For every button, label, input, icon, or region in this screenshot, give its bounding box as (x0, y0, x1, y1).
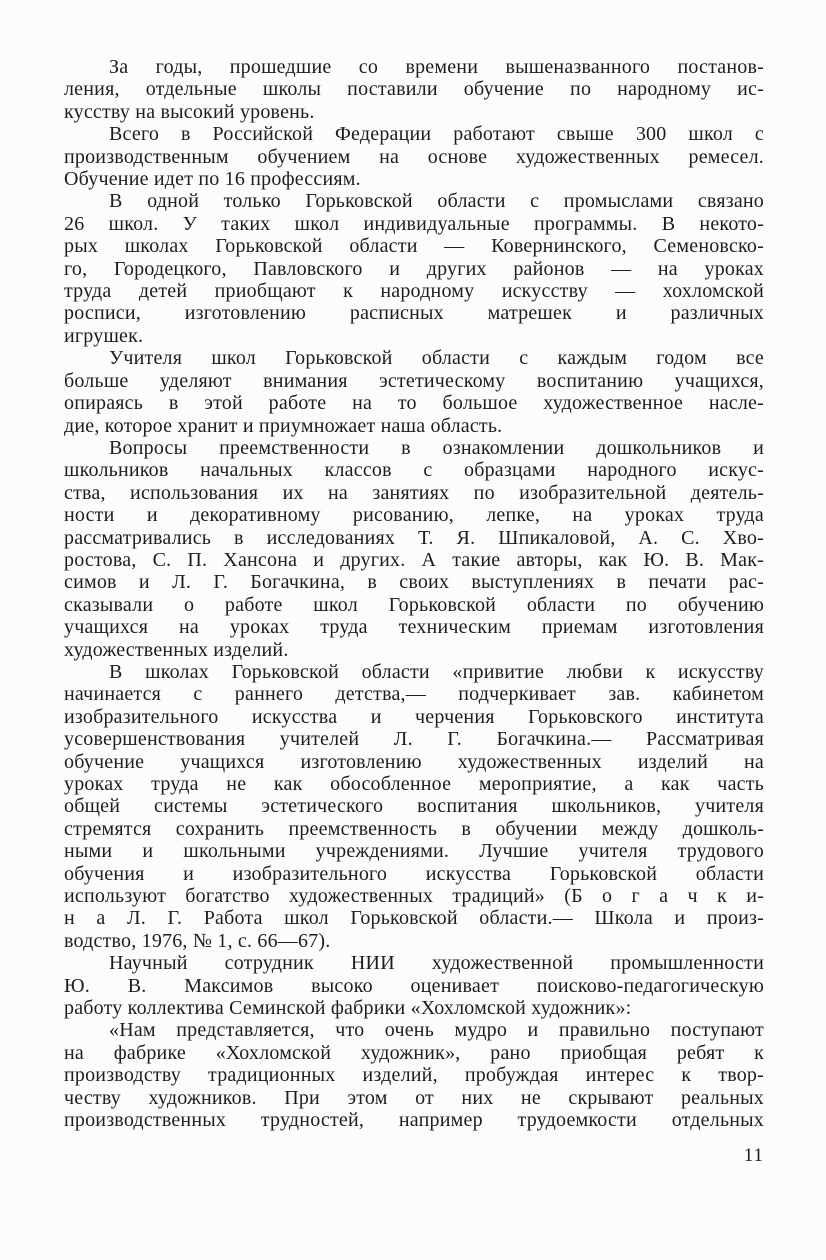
text-line: Всего в Российской Федерации работают свыше 300 школ с (109, 123, 764, 146)
text-line: труда детей приобщают к народному искусству — хохломской (64, 280, 764, 303)
text-line: производственных трудностей, например трудоемкости отдельных (64, 1109, 764, 1132)
text-line: кусству на высокий уровень. (64, 100, 315, 123)
text-line: 26 школ. У таких школ индивидуальные программы. В некото- (64, 212, 764, 235)
text-line: Учителя школ Горьковской области с каждым годом все (109, 347, 764, 370)
text-line: Научный сотрудник НИИ художественной промышленности (109, 952, 764, 975)
text-line: стремятся сохранить преемственность в обучении между дошколь- (64, 817, 764, 840)
text-line: учащихся на уроках труда техническим приемам изготовления (64, 616, 764, 639)
paragraph (64, 347, 764, 437)
paragraph (64, 661, 764, 952)
text-line: честву художников. При этом от них не скрывают реальных (64, 1086, 764, 1109)
text-line: рассматривались в исследованиях Т. Я. Шпикаловой, А. С. Хво- (64, 526, 764, 549)
text-line: дие, которое хранит и приумножает наша область. (64, 414, 503, 437)
text-line: водство, 1976, № 1, с. 66—67). (64, 929, 331, 952)
text-line: «Нам представляется, что очень мудро и правильно поступают (109, 1019, 764, 1042)
text-line: ности и декоративному рисованию, лепке, на уроках труда (64, 504, 764, 527)
text-line: изобразительного искусства и черчения Горьковского института (64, 705, 764, 728)
text-line: школьников начальных классов с образцами народного искус- (64, 459, 764, 482)
text-line: В одной только Горьковской области с промыслами связано (109, 190, 764, 213)
page-number: 11 (743, 1145, 764, 1166)
paragraph (64, 1019, 764, 1131)
text-line: рых школах Горьковской области — Ковернинского, Семеновско- (64, 235, 764, 258)
text-line: н а Л. Г. Работа школ Горьковской области.— Школа и произ- (64, 907, 764, 930)
paragraph (64, 123, 764, 190)
text-line: ными и школьными учреждениями. Лучшие учителя трудового (64, 840, 764, 863)
text-block (64, 56, 764, 1132)
text-line: го, Городецкого, Павловского и других районов — на уроках (64, 257, 764, 280)
text-line: ростова, С. П. Хансона и других. А такие авторы, как Ю. В. Мак- (64, 548, 764, 571)
text-line: Обучение идет по 16 профессиям. (64, 168, 361, 191)
text-line: В школах Горьковской области «привитие любви к искусству (109, 660, 764, 683)
text-line: уроках труда не как обособленное мероприятие, а как часть (64, 773, 764, 795)
text-line: опираясь в этой работе на то большое художественное насле- (64, 392, 764, 415)
text-line: Ю. В. Максимов высоко оценивает поисково-педагогическую (64, 974, 764, 997)
text-line: больше уделяют внимания эстетическому воспитанию учащихся, (64, 369, 764, 392)
text-line: обучения и изобразительного искусства Горьковской области (64, 862, 764, 885)
text-line: производственным обучением на основе художественных ремесел. (64, 145, 764, 168)
text-line: игрушек. (64, 324, 144, 347)
text-line: используют богатство художественных традиций» (Б о г а ч к и- (64, 885, 764, 908)
paragraph (64, 56, 764, 123)
text-line: начинается с раннего детства,— подчеркивает зав. кабинетом (64, 683, 764, 706)
text-line: ления, отдельные школы поставили обучение по народному ис- (64, 78, 764, 101)
text-line: обучение учащихся изготовлению художественных изделий на (64, 750, 764, 773)
text-line: общей системы эстетического воспитания школьников, учителя (64, 795, 764, 818)
text-line: симов и Л. Г. Богачкина, в своих выступлениях в печати рас- (64, 571, 764, 594)
text-line: Вопросы преемственности в ознакомлении дошкольников и (109, 436, 764, 459)
paragraph (64, 190, 764, 347)
paragraph (64, 952, 764, 1019)
text-line: ства, использования их на занятиях по изобразительной деятель- (64, 481, 764, 504)
text-line: сказывали о работе школ Горьковской области по обучению (64, 593, 764, 616)
text-line: За годы, прошедшие со времени вышеназванного постанов- (109, 56, 764, 78)
text-line: усовершенствования учителей Л. Г. Богачкина.— Рассматривая (64, 728, 764, 751)
text-line: работу коллектива Семинской фабрики «Хохломской художник»: (64, 997, 632, 1020)
text-line: росписи, изготовлению расписных матрешек и различных (64, 302, 764, 325)
paragraph (64, 437, 764, 661)
text-line: производству традиционных изделий, пробуждая интерес к твор- (64, 1064, 764, 1087)
text-line: художественных изделий. (64, 638, 289, 661)
text-line: на фабрике «Хохломской художник», рано приобщая ребят к (64, 1041, 764, 1064)
